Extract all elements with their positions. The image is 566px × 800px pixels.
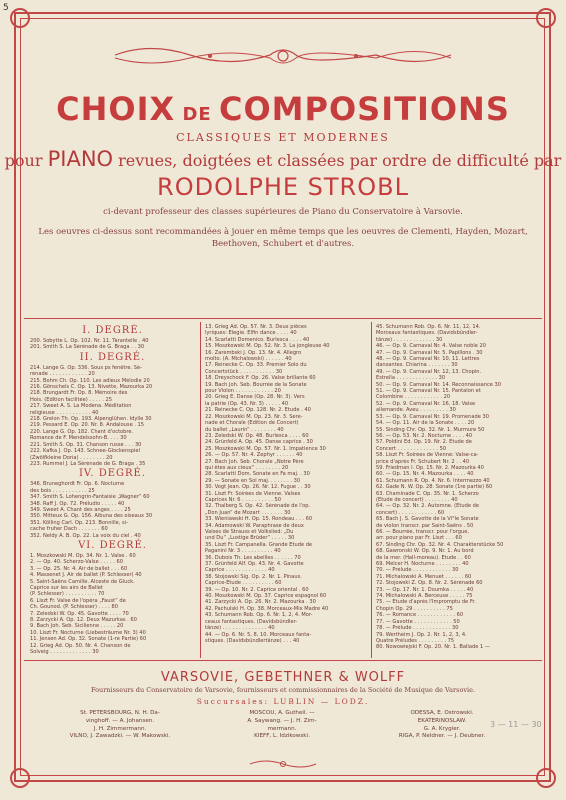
catalog-entry: 31. Liszt Fr. Soirées de Vienne. Valses [205,490,301,497]
catalog-entry: Concertstück . . . . . . . . . . . 30 [205,368,283,375]
catalog-entry: 214. Lange G. Op. 336. Sous ps fenêtre. Sé- [30,364,142,371]
catalog-entry: de la mer. (Hall-moreau). Étude . . 60 [376,554,471,561]
author-description: ci-devant professeur des classes supérieures de Piano du Conservatoire à Varsovie. [103,207,463,217]
catalog-entry: 50. — Op. 9. Carnaval Nr. 14. Reconnaissance 30 [376,381,502,388]
page-number: 5 [3,3,9,13]
catalog-entry: 8. Zarzycki A. Op. 12. Deux Mazurkas . 60 [30,617,137,624]
catalog-entry: 201. Smith S. La Sérénade de G. Braga . . 30 [30,344,145,351]
catalog-entry: price d'après Fr. Schubert Nr. 2 . . 40 [376,458,470,465]
catalog-entry: Hois. (Edition facilitée) . . . . . 25 [30,396,112,403]
catalog-entry: 28. Scarlatti Dom. Sonate en Fa maj. . 30 [205,471,310,478]
catalog-entry: 13. Grieg Ad. Op. 57. Nr. 3. Deux piêces [205,324,307,330]
catalog-entry: 42. Pachulski H. Op. 38. Morceaux-Mix Madre 40 [205,605,329,612]
catalog-entry: 38. Stojowski Sig. Op. 2. Nr. 1. Pinaus. [205,573,302,580]
main-title: CHOIX DE COMPOSITIONS [56,90,510,128]
catalog-entry: 39. — Op. 10. Nr. 2. Caprice oriental . 60 [205,586,309,593]
catalog-entry: 352. Neldy A. B. Op. 22. La voix du ciel . 40 [30,532,141,539]
catalog-entry: 29. — Sonate en Sol maj. . . . . . . . 30 [205,477,301,484]
catalog-entry: 55. Sinding Chr. Op. 32. Nr. 1. Murmure 50 [376,426,485,433]
subtitle: CLASSIQUES ET MODERNES [176,131,390,144]
catalog-entry: tänze) . . . . . . . . . . . . . . 40 [205,625,275,632]
catalog-entry: 14. Scarlatti Domenico. Burlesca . . . . 40 [205,336,310,343]
catalog-stamp: 3 — 11 — 30 [490,720,542,729]
catalog-entry: ceaux fantastiques. (Davidsbündler- [205,618,298,625]
recommendation-text: Les oeuvres ci-dessus sont recommandées à jouer en même temps que les oeuvres de Clementi, Hayden, Mozart, Beethoven, Schubert et d'autres. [38,227,528,249]
catalog-entry: 23. Zeledski W. Op. 48. Burlesca . . . . 60 [205,432,309,439]
catalog-entry: 2. — Op. 40. Scherzo-Valse . . . . . 60 [30,559,124,566]
degree-heading: VI. DEGRÉ. [78,539,147,551]
catalog-entry: 53. — Op. 9. Carnaval Nr. 19. Promenade 30 [376,413,489,420]
catalog-entry: 16. Zarembski J. Op. 13. Nr. 4. Allegro [205,349,302,356]
corner-ornament [536,768,556,788]
catalog-entry: Caprice sur les airs de Ballet [30,585,103,591]
catalog-entry: 46. — Op. 9. Carnaval Nr. 4. Valse noble 20 [376,343,487,350]
catalog-entry: 3. — Op. 25. Nr. 4. Air de ballet . . . 60 [30,565,128,572]
footer-ornament [248,758,318,770]
catalog-entry: 4. Massenet J. Air de ballet (P. Schlesser) 40 [30,572,142,579]
catalog-entry: Romance de F. Mendelssohn-B. . . . 30 [30,435,127,442]
catalog-entry: (Zwölfkleine Doria) . . . . . . . . 20 [30,454,113,461]
catalog-entry: 72. Stojowski Z. Op. 8. Nr. 2. Sérénade 60 [376,580,483,587]
catalog-entry: 218. Grelon Th. Op. 193. Alpenglühen. Idylle 30 [30,416,152,423]
catalog-entry: „Don Juan“ de Mozart . . . . . . . 30 [205,509,291,516]
catalog-entry: 44. — Op. 6. Nr. 5, 8, 10. Morceaux fanta- [205,631,312,638]
catalog-entry: 346. Bruneghordt Fr. Op. 6. Nocturne [30,481,125,488]
catalog-entry: du ballet „Laurin“ . . . . . . . . 40 [205,426,284,433]
catalog-entry: 12. Grieg Ad. Op. 50. Nr. 4. Chanson de [30,642,131,649]
catalog-entry: 6. Liszt Fr. Valse de l'opéra „Faust“ de [30,597,126,604]
catalog-entry: Estrella . . . . . . . . . . . . . 30 [376,375,446,382]
catalog-entry: Solveig . . . . . . . . . . . . . 30 [30,649,99,656]
catalog-bottom-rule [24,660,542,661]
catalog-entry: 222. Kafka J. Op. 143. Schnee-Glockenspiel [30,448,140,455]
catalog-entry: 11. Jensen Ad. Op. 32. Sonate (1-re Partie) 60 [30,636,147,643]
catalog-entry: 63. Chaminade C. Op. 35. Nr. 1. Scherzo [376,490,479,497]
catalog-entry: Colombine . . . . . . . . . . . . 20 [376,394,451,401]
catalog-entry: 73. — Op. 17. Nr. 1. Doumka . . . . . 40 [376,586,474,593]
catalog-entry: 67. Sinding Chr. Op. 32. Nr. 4. Charakterstücke 50 [376,541,504,548]
catalog-entry: Concert . . . . . . . . . . . . . 50 [376,445,447,452]
catalog-entry: tänze) . . . . . . . . . . . . . 30 [376,336,443,343]
catalog-entry: 22. Moszkowski M. Op. 23. Nr. 3. Sere- [205,413,303,420]
catalog-entry: 32. Thalberg S. Op. 42. Sérénade de l'op. [205,503,311,510]
catalog-entry: 36. Dubois Th. Les abeilles . . . . . . 70 [205,554,301,561]
catalog-entry: concert) . . . . . . . . . . . . 60 [376,509,445,516]
catalog-entry: dansantes. Chiarina . . . . . . . 30 [376,362,458,369]
catalog-entry: 69. Melcer H. Nocturne . . . . . . . . 40 [376,561,469,568]
catalog-entry: 25. Moszkowski M. Op. 57. Nr. 1. Impatience 30 [205,445,326,452]
catalog-entry: 348. Raff J. Op. 72. Préludio . . . . . 40 [30,500,125,507]
catalog-entry: 37. Grünfeld Alf. Op. 43. Nr. 4. Gavotte [205,561,304,568]
catalog-entry: 9. Bach Joh. Seb. Sicilienne . . . . . 20 [30,623,124,630]
catalog-entry: arr. pour piano par Fr. Liszt . . . 60 [376,535,462,542]
catalog-entry: 41. Zarzycki A. Op. 26. Nr. 2. Mazourka . 30 [205,599,316,606]
catalog-entry: Morceaux fantastiques. (Davidsbündler- [376,330,478,337]
catalog-entry: 349. Sweet A. Chant des anges . . . . 25 [30,506,131,513]
catalog-entry: 219. Pessard E. Op. 20. Nr. 8. Andalouse . 15 [30,422,145,429]
catalog-entry: 78. — Prélude . . . . . . . . . . . . 30 [376,625,459,632]
branch-list-2: MOSCOU, A. Gutheil. — A. Saywang. — J. H. Zim- mermann. KIEFF, L. Idzikowski. [247,710,317,740]
corner-ornament [536,8,556,28]
catalog-column-2 [205,324,370,656]
author-name: RODOLPHE STROBL [157,173,409,201]
degree-heading: IV. DEGRÉ. [78,468,147,480]
catalog-entry: 10. Liszt Fr. Nocturne (Liebesträume Nr. 3) 40 [30,629,146,636]
catalog-entry: 80. Nowowiejski F. Op. 20. Nr. 1. Ballade 1 — [376,644,490,651]
catalog-entry: 217. Sweet A. S. La Modena. Méditation [30,403,132,410]
catalog-entry: 58. Liszt Fr. Soirées de Vienne: Valse-ca- [376,452,479,459]
catalog-entry: 220. Lange G. Op. 182. Chant d'octobre. [30,428,134,435]
catalog-entry: molto. (A. Michalowski) . . . . . . 40 [205,356,292,363]
catalog-entry: 215. Bohm Ch. Op. 110. Les adieux Mélodie 20 [30,377,150,384]
catalog-entry: (P. Schlesser) . . . . . . . . . . 70 [30,591,105,598]
catalog-entry: 51. — Op. 9. Carnaval Nr. 15. Pantalon et [376,388,481,395]
catalog-entry: 56. — Op. 53. Nr. 2. Nocturne . . . . 40 [376,432,473,439]
catalog-top-rule [24,318,542,319]
publisher-name: VARSOVIE, GEBETHNER & WOLFF [160,670,406,685]
catalog-entry: 64. — Op. 32. Nr. 2. Automne. (Étude de [376,503,479,510]
catalog-entry: 60. — Op. 15. Nr. 4. Mazourka . . . . 40 [376,471,474,478]
catalog-entry: 79. Wertheim J. Op. 2. Nr. 1, 2, 3, 4. [376,631,467,638]
catalog-entry: 18. Dreyschock F. Op. 26. Valse brillante 60 [205,375,316,382]
catalog-entry: 52. — Op. 9. Carnaval Nr. 16, 18. Valse [376,400,476,407]
catalog-entry: 24. Grünfeld A. Op. 45. Danse caprice . 30 [205,439,313,446]
catalog-entry: 218. Brungardt Fr. Op. 8. Mémoire des [30,390,128,397]
catalog-entry: 30. Vogt Jean. Op. 26. Nr. 12. Fugue . . 30 [205,484,311,491]
catalog-entry: Paganini Nr. 3 . . . . . . . . . . 40 [205,548,281,555]
catalog-entry: 54. — Op. 11. Air de la Sonate . . . . 20 [376,420,475,427]
catalog-entry: Caprice . . . . . . . . . . . . . 40 [205,567,275,574]
catalog-entry: 68. Gawronski W. Op. 9. Nr. 1. Au bord [376,548,474,555]
catalog-entry: 45. Schumann Rob. Op. 6. Nr. 11, 12, 14. [376,324,481,330]
catalog-entry: religieuse . . . . . . . . . . . 40 [30,409,99,416]
catalog-column-1 [30,324,195,656]
column-divider [371,322,372,658]
catalog-entry: 33. Wieniawski H. Op. 15. Rondeau . . . 60 [205,516,313,523]
catalog-entry: 76. — Romance . . . . . . . . . . . . 60 [376,612,464,619]
catalog-entry: 351. Kölling Carl. Op. 213. Bonnille, si- [30,519,128,526]
catalog-entry: 7. Zeledski W. Op. 45. Gavotte . . . . 70 [30,610,129,617]
catalog-entry: 65. Bach J. S. Gavotte de la Vi°le Sonate [376,516,479,523]
catalog-entry: 49. — Op. 9. Carnaval Nr. 12, 13. Chopin. [376,368,482,375]
catalog-entry: 221. Smith S. Op. 31. Chanson russe . . . 30 [30,441,142,448]
catalog-entry: Caprices Nr. 6 . . . . . . . . . . 50 [205,496,282,503]
catalog-entry: la patrie (Op. 43. Nr. 3) . . . . . 40 [205,400,289,407]
catalog-entry: 43. Schumann Rob. Op. 6. Nr. 1, 2, 4. Mor- [205,612,313,619]
branches-title: Succursales: LUBLIN — LODZ. [196,697,370,706]
catalog-entry: und Du“ „Lustige Brüder“ . . . . . 30 [205,535,295,542]
catalog-entry: 19. Bach Joh. Seb. Bourrée de la Sonate [205,381,307,388]
catalog-entry: 34. Adamowski W. Paraphrase de deux [205,522,304,529]
catalog-entry: 40. Moszkowski M. Op. 37. Caprice espagnol 60 [205,593,327,600]
catalog-entry: 216. Gönschels C. Op. 13. Nivette, Mazourka 20 [30,384,153,391]
catalog-entry: Ch. Gounod. (P. Schlesser) . . . . 80 [30,604,119,611]
header-ornament [110,40,456,70]
catalog-entry: 350. Mitteux G. Op. 156. Albuna des oiseaux 30 [30,513,153,520]
catalog-entry: 35. Liszt Fr. Campanella. Grande Etude de [205,541,313,548]
catalog-entry: 75. — Etude d'après l'Impromptu de Fr. [376,599,476,606]
catalog-entry: 17. Reinecke C. Op. 33. Premier Solo du [205,362,307,369]
branch-list-1: St. PETERSBOURG, N. H. Da- vinghoff. — A. Johansen. J. H. Zimmermann. VILNO, J. Zawadzki. — W. Makowski. [69,710,171,740]
branch-list-3: ODESSA, E. Ostrowski. EKATERINOSLAW. G. A. Krygier. RIGA, P. Neldner. — J. Deubner. [398,710,486,740]
catalog-entry: Valses de Strauss et Volkslied: „Du [205,529,294,535]
catalog-entry: 74. Michalowski A. Berceuse . . . . . 75 [376,593,473,600]
catalog-entry: 71. Michalowski A. Menuet . . . . . . 60 [376,573,472,580]
catalog-entry: 47. — Op. 9. Carnaval Nr. 5. Papillons . 30 [376,349,483,356]
catalog-entry: des bois . . . . . . . . . . . 25 [30,487,95,494]
catalog-entry: 48. — Op. 9. Carnaval Nr. 10, 11. Lettres [376,356,480,363]
catalog-entry: 15. Moszkowski M. Op. 52. Nr. 3. La jongleuse 40 [205,343,330,350]
catalog-entry: 21. Reinecke C. Op. 128. Nr. 2. Etude . 40 [205,407,311,414]
catalog-entry: (Étude de concert) . . . . . . . . 40 [376,496,458,503]
catalog-entry: 27. Bach Joh. Seb. Chorale „Notre Père [205,458,304,465]
catalog-entry: 1. Moszkowski M. Op. 34. Nr. 1. Valse . 60 [30,552,136,559]
catalog-entry: pour Violon . . . . . . . . . . . . 20 [205,388,281,395]
catalog-entry: 223. Rummel J. La Sérénade de G. Braga . 35 [30,460,146,467]
catalog-entry: 59. Friedman I. Op. 15. Nr. 2. Mazourka 40 [376,464,484,471]
degree-heading: I. DEGRÉ. [82,325,143,336]
publisher-description: Fournisseurs du Conservatoire de Varsovie, fournisseurs et commissionnaires de la Société de Musique de Varsovie. [90,686,476,694]
catalog-entry: 70. — Prélude . . . . . . . . . . . . 30 [376,567,459,574]
corner-ornament [10,768,30,788]
catalog-entry: rénade . . . . . . . . . . . . 20 [30,371,95,378]
catalog-entry: qui êtes aux cieux“ . . . . . . . . 20 [205,464,289,471]
column-divider [200,322,201,658]
catalog-entry: Chopin Op. 29 . . . . . . . . . . 75 [376,605,453,612]
catalog-entry: 347. Smith S. Lohengrin-Fantaisie „Wagner“ 60 [30,494,150,501]
catalog-entry: allemande. Aveu . . . . . . . . . 30 [376,407,456,414]
catalog-entry: lyriques: Elegie. Elfin dance . . . . 40 [205,330,297,337]
degree-heading: II. DEGRÉ. [79,351,146,363]
catalog-column-3 [376,324,541,656]
catalog-entry: 77. — Gavotte . . . . . . . . . . . . 50 [376,618,460,625]
catalog-entry: 66. — Bourrée, transcr. pour l'orgue, [376,529,469,535]
catalog-entry: nade et Chorale (Edition de Concert) [205,420,299,427]
catalog-entry: Caprice-Etude . . . . . . . . . . 60 [205,580,282,587]
catalog-entry: Quatre Préludes . . . . . . . . . 75 [376,637,455,644]
corner-ornament [10,8,30,28]
catalog-entry: 200. Sobytte L. Op. 102. Nr. 11. Tarantelle . 40 [30,338,149,344]
catalog-entry: 26. — Op. 57. Nr. 4. Zephyr . . . . . . 40 [205,452,303,459]
catalog-entry: 20. Grieg E. Danse (Op. 28. Nr. 3). Vers [205,394,305,401]
catalog-entry: 5. Saint-Saëns Camille. Alceste de Gluck. [30,578,135,585]
catalog-entry: 57. Poldini Ed. Op. 19. Nr. 2. Etude de [376,439,472,446]
catalog-entry: 61. Schumann R. Op. 4. Nr. 6. Intermezzo 40 [376,477,490,484]
catalog-entry: 62. Gade N. W. Op. 28. Sonate (1re partie) 60 [376,484,493,491]
catalog-entry: stiques. (Davidsbündlertänze) . . . 40 [205,637,300,644]
instrument-line: pour PIANO revues, doigtées et classées par ordre de difficulté par [4,147,562,171]
catalog-entry: cache fruher Dach . . . . . . . 60 [30,526,108,533]
catalog-entry: de violon transcr. par Saint-Saëns . 50 [376,522,474,529]
